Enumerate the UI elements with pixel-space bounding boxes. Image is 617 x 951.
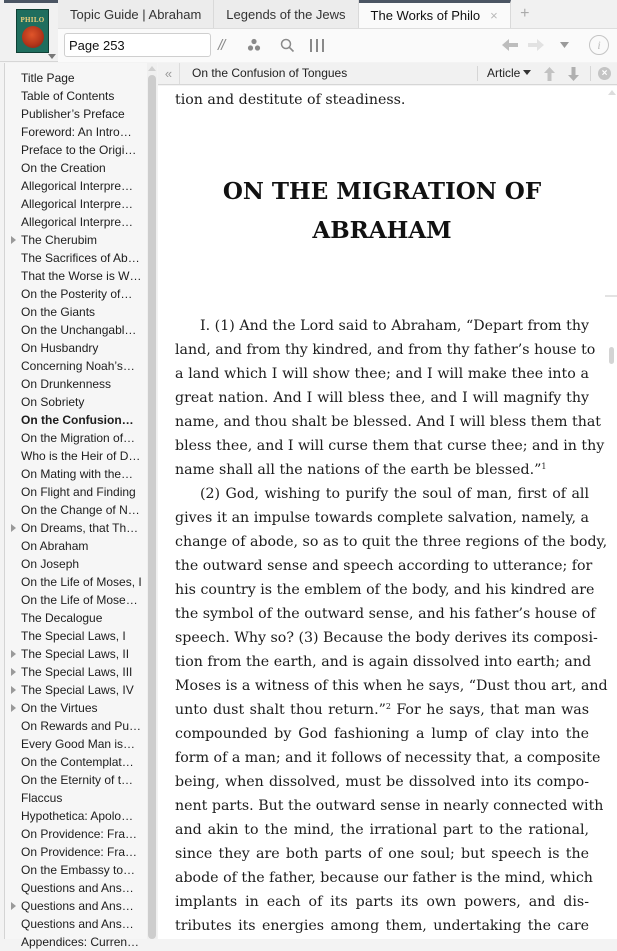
toc-item[interactable]: [5, 663, 139, 681]
divider: [477, 66, 478, 81]
toc-item[interactable]: [5, 321, 139, 339]
toc-item[interactable]: [5, 267, 142, 285]
toc-item-label: On Abraham: [21, 539, 89, 553]
chapter-heading: ON THE MIGRATION OF: [222, 178, 542, 205]
toc-item-label: The Special Laws, II: [21, 647, 130, 661]
article-header: [158, 63, 617, 85]
toc-item-label: The Cherubim: [21, 233, 98, 247]
tab-label: Legends of the Jews: [226, 6, 346, 22]
history-dropdown-icon[interactable]: [560, 35, 569, 55]
close-icon[interactable]: ×: [598, 67, 611, 80]
book-cover-button[interactable]: [4, 0, 58, 62]
toc-item-label: On the Migration of…: [21, 431, 136, 445]
expand-triangle-icon[interactable]: [11, 704, 16, 712]
toc-item[interactable]: [5, 447, 139, 465]
toc-item[interactable]: [5, 735, 139, 753]
toc-item-label: The Special Laws, IV: [21, 683, 134, 697]
toc-item[interactable]: [5, 177, 139, 195]
text-line: implants in each of its parts its own powers, and dis-: [175, 894, 589, 910]
toc-item-label: Questions and Ans…: [21, 881, 134, 895]
text-line: nent parts. But the outward sense in nearly connected with: [175, 798, 604, 814]
toc-item[interactable]: [5, 681, 139, 699]
toc-item-label: On the Creation: [21, 161, 106, 175]
toc-item[interactable]: [5, 213, 139, 231]
expand-triangle-icon[interactable]: [11, 236, 16, 244]
toc-item-label: On Mating with the…: [21, 467, 134, 481]
previous-article-icon[interactable]: [542, 65, 556, 82]
back-arrow-icon[interactable]: [502, 35, 518, 55]
text-line: the outward sense and speech according to utterance; for: [175, 558, 593, 574]
info-icon[interactable]: i: [589, 35, 609, 55]
toc-item[interactable]: [5, 753, 139, 771]
text-line: a land which I will show thee; and I will make thee into a: [175, 366, 589, 382]
toc-item-label: On Providence: Fra…: [21, 845, 138, 859]
article-title: On the Confusion of Tongues: [192, 66, 348, 80]
chevron-down-icon[interactable]: [48, 54, 56, 59]
search-icon[interactable]: [280, 35, 295, 55]
toc-item-label: On Husbandry: [21, 341, 99, 355]
forward-arrow-icon[interactable]: [528, 35, 544, 55]
toc-item-label: Flaccus: [21, 791, 63, 805]
text-line: land, and from thy kindred, and from thy father’s house to: [175, 342, 596, 358]
parallel-resources-icon[interactable]: //: [218, 36, 225, 54]
text-line: tion from the earth, and is again dissolved into earth; and: [175, 654, 592, 670]
toc-item[interactable]: [5, 717, 142, 735]
text-line: compounded by God fashioning a lump of clay into the: [175, 726, 589, 742]
reader-scrollbar[interactable]: [605, 86, 617, 939]
visual-filters-icon[interactable]: [247, 35, 261, 55]
columns-icon[interactable]: [309, 35, 325, 55]
toc-item-label: On Drunkenness: [21, 377, 112, 391]
footnote-link[interactable]: 2: [385, 702, 391, 711]
toc-item-label: Foreword: An Intro…: [21, 125, 132, 139]
toc-item-label: Questions and Ans…: [21, 899, 134, 913]
text-line: [175, 698, 589, 722]
tab-works-of-philo[interactable]: [359, 0, 511, 28]
toc-item-label: That the Worse is W…: [21, 269, 142, 283]
text-span: name shall all the nations of the earth be blessed.”: [175, 462, 542, 478]
toc-item[interactable]: [5, 429, 139, 447]
tab-topic-guide[interactable]: [58, 0, 214, 28]
toc-item[interactable]: [5, 627, 139, 645]
toc-item-label: On the Life of Moses, I: [21, 575, 142, 589]
expand-triangle-icon[interactable]: [11, 668, 16, 676]
active-indicator: [4, 0, 58, 3]
tab-strip: [58, 0, 539, 28]
toc-item[interactable]: [5, 915, 139, 933]
toc-item-label: Allegorical Interpre…: [21, 179, 134, 193]
toc-list: [5, 69, 142, 951]
toc-item[interactable]: [5, 645, 139, 663]
toc-item[interactable]: [5, 843, 139, 861]
text-line: (2) God, wishing to purify the soul of man, first of all: [200, 486, 589, 502]
toc-item[interactable]: [5, 699, 139, 717]
top-bar: [0, 0, 617, 62]
toc-item[interactable]: [5, 483, 139, 501]
text-line: abode of the father, because our father is the mind, which: [175, 870, 593, 886]
toc-scrollbar[interactable]: [147, 63, 157, 939]
text-span: For he says, that man was: [390, 702, 589, 718]
text-line: tributes its energies among them, undertaking the care: [175, 918, 589, 934]
toc-item-label: The Special Laws, III: [21, 665, 133, 679]
toc-item[interactable]: [5, 825, 139, 843]
toc-item-label: Hypothetica: Apolo…: [21, 809, 134, 823]
text-span: unto dust shalt thou return.”: [175, 702, 386, 718]
toc-item[interactable]: [5, 339, 139, 357]
text-line: great nation. And I will bless thee, and I will magnify thy: [175, 390, 589, 406]
text-line: the symbol of the outward sense, and his father’s house of: [175, 606, 596, 622]
text-line: I. (1) And the Lord said to Abraham, “Depart from thy: [200, 318, 589, 334]
text-line: Moses is a witness of this when he says, “Dust thou art, and: [175, 678, 608, 694]
toc-item[interactable]: [5, 303, 139, 321]
toc-item[interactable]: [5, 861, 139, 879]
close-tab-icon[interactable]: ×: [490, 8, 498, 23]
toc-item-label: On the Giants: [21, 305, 96, 319]
toc-item[interactable]: [5, 141, 139, 159]
toc-item-label: Title Page: [21, 71, 75, 85]
cover-medallion: [22, 26, 44, 48]
toc-item[interactable]: [5, 375, 139, 393]
toc-item-label: Allegorical Interpre…: [21, 215, 134, 229]
article-type-dropdown[interactable]: [487, 66, 531, 80]
toc-item[interactable]: [5, 537, 139, 555]
toc-item[interactable]: [5, 879, 139, 897]
article-type-label: Article: [487, 66, 521, 80]
text-line: tion and destitute of steadiness.: [175, 92, 406, 108]
tab-label: Topic Guide | Abraham: [70, 6, 202, 22]
paragraph-1: [175, 314, 605, 482]
scrollbar-thumb[interactable]: [609, 347, 614, 364]
toc-item-label: On the Embassy to…: [21, 863, 136, 877]
collapse-sidebar-icon[interactable]: «: [158, 63, 180, 84]
expand-triangle-icon[interactable]: [11, 686, 16, 694]
toc-item[interactable]: [5, 411, 139, 429]
toc-item-label: On the Change of N…: [21, 503, 140, 517]
toc-item-label: Every Good Man is…: [21, 737, 136, 751]
text-line: speech. Why so? (3) Because the body derives its composi-: [175, 630, 598, 646]
divider: [590, 66, 591, 81]
toc-item[interactable]: [5, 897, 139, 915]
toc-item[interactable]: [5, 519, 139, 537]
toc-item[interactable]: [5, 393, 139, 411]
text-line: bless thee, and I will curse them that curse thee; and in thy: [175, 438, 605, 454]
expand-triangle-icon[interactable]: [11, 902, 16, 910]
toc-item[interactable]: [5, 87, 139, 105]
text-line: [175, 458, 589, 482]
chevron-down-icon: [523, 70, 531, 75]
toc-item-label: On the Posterity of…: [21, 287, 133, 301]
toc-item-label: The Decalogue: [21, 611, 103, 625]
toc-item-label: On the Unchangabl…: [21, 323, 137, 337]
text-line: his country is the emblem of the body, and his kindred are: [175, 582, 595, 598]
text-line: name, and thou shalt be blessed. And I will bless them that: [175, 414, 602, 430]
toc-item[interactable]: [5, 105, 139, 123]
toc-item-label: On Joseph: [21, 557, 80, 571]
toc-item-label: On Sobriety: [21, 395, 85, 409]
toc-item[interactable]: [5, 249, 139, 267]
toc-item-label: Publisher’s Preface: [21, 107, 125, 121]
text-line: being, when dissolved, must be dissolved into its compo-: [175, 774, 589, 790]
toc-item-label: On the Life of Mose…: [21, 593, 138, 607]
toc-item-label: On Providence: Fra…: [21, 827, 138, 841]
toc-item[interactable]: [5, 285, 139, 303]
toc-item[interactable]: [5, 555, 139, 573]
toc-item[interactable]: [5, 159, 139, 177]
toc-item[interactable]: [5, 591, 139, 609]
add-tab-icon[interactable]: +: [520, 5, 530, 22]
toc-item-label: The Sacrifices of Ab…: [21, 251, 140, 265]
toc-item-label: Table of Contents: [21, 89, 115, 103]
toc-item[interactable]: [5, 933, 139, 951]
toc-item-label: On the Eternity of t…: [21, 773, 134, 787]
toc-item[interactable]: [5, 807, 139, 825]
expand-triangle-icon[interactable]: [11, 650, 16, 658]
toc-item[interactable]: [5, 573, 142, 591]
expand-triangle-icon[interactable]: [11, 524, 16, 532]
toc-item-label: On Flight and Finding: [21, 485, 136, 499]
paragraph-2: [175, 482, 608, 938]
book-cover-icon: [16, 9, 49, 53]
tab-label: The Works of Philo: [370, 8, 481, 23]
toc-item[interactable]: [5, 609, 139, 627]
table-of-contents-panel: [4, 63, 156, 949]
text-line: gives it an impulse towards complete salvation, namely, a: [175, 510, 589, 526]
toc-item-label: Allegorical Interpre…: [21, 197, 134, 211]
tab-legends-of-the-jews[interactable]: [214, 0, 358, 28]
text-line: form of a man; and it follows of necessity that, a composite: [175, 750, 601, 766]
toc-item-label: On Dreams, that Th…: [21, 521, 139, 535]
toc-item-label: The Special Laws, I: [21, 629, 126, 643]
toc-item-label: Concerning Noah’s…: [21, 359, 135, 373]
scroll-up-icon[interactable]: [608, 90, 616, 95]
text-line: since they are both parts of one soul; but speech is the: [175, 846, 589, 862]
toc-item[interactable]: [5, 195, 139, 213]
resource-toolbar: [58, 28, 617, 62]
toc-item-label: Appendices: Curren…: [21, 935, 140, 949]
reading-pane: [158, 86, 617, 939]
text-line: and akin to the mind, the irrational part to the rational,: [175, 822, 589, 838]
toc-item[interactable]: [5, 771, 139, 789]
toc-item[interactable]: [5, 69, 139, 87]
toc-item-label: Who is the Heir of D…: [21, 449, 141, 463]
toc-item[interactable]: [5, 789, 139, 807]
page-reference-input[interactable]: [64, 33, 211, 57]
scrollbar-thumb[interactable]: [148, 75, 156, 939]
text-line: change of abode, so as to quit the three regions of the body,: [175, 534, 608, 550]
toc-item-label: Preface to the Origi…: [21, 143, 137, 157]
scroll-position-marker: [605, 295, 617, 297]
footnote-link[interactable]: 1: [541, 462, 547, 471]
next-article-icon[interactable]: [566, 65, 580, 82]
toc-item[interactable]: [5, 123, 139, 141]
toc-item[interactable]: [5, 231, 139, 249]
toc-item[interactable]: [5, 465, 139, 483]
cover-title: PHILO: [20, 16, 45, 24]
toc-item-label: Questions and Ans…: [21, 917, 134, 931]
toc-item-label: On Rewards and Pu…: [21, 719, 142, 733]
toc-item[interactable]: [5, 357, 139, 375]
toc-item-label: On the Confusion…: [21, 413, 134, 427]
toc-item-label: On the Contemplat…: [21, 755, 134, 769]
scroll-up-icon[interactable]: [148, 66, 156, 71]
toc-item-label: On the Virtues: [21, 701, 98, 715]
chapter-heading: ABRAHAM: [312, 217, 452, 244]
toc-item[interactable]: [5, 501, 139, 519]
